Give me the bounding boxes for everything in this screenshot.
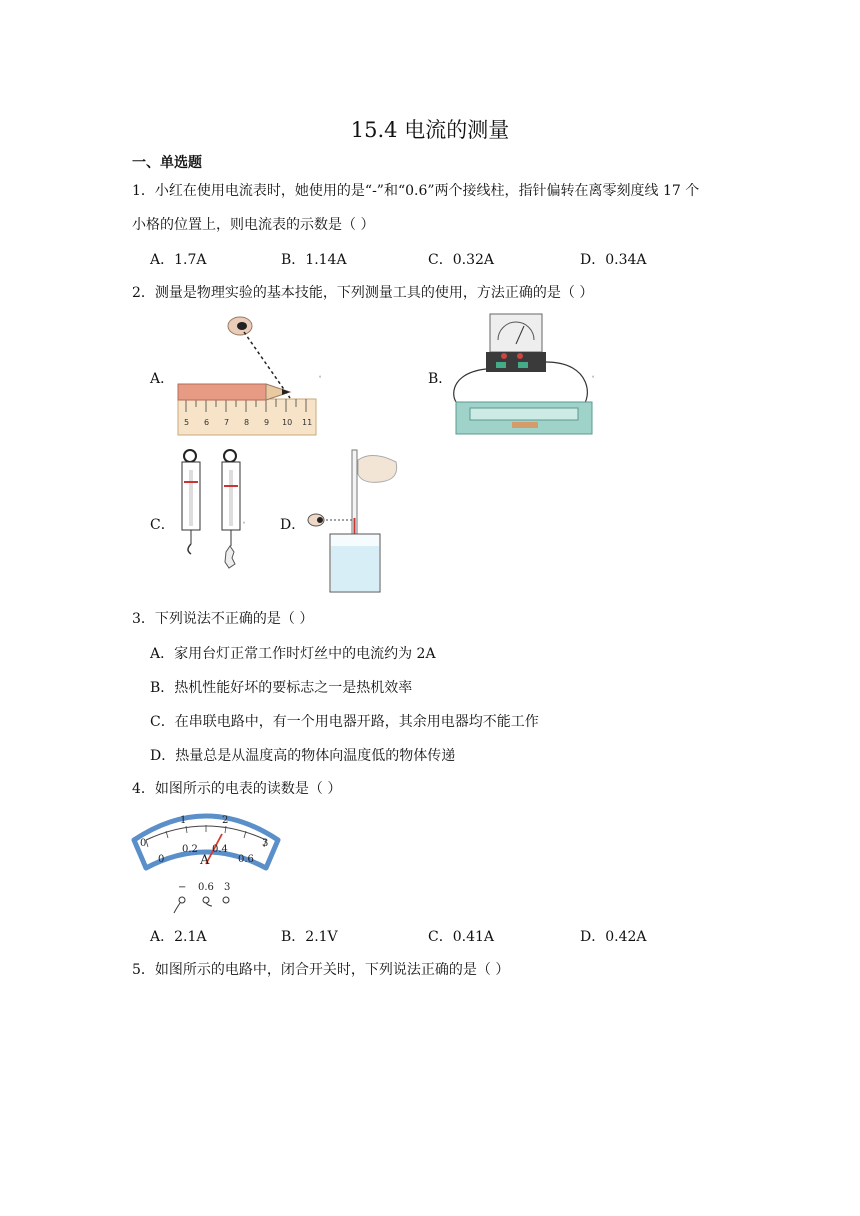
outer-scale-2: 2 bbox=[222, 815, 229, 826]
dot-marker: 。 bbox=[243, 518, 250, 525]
terminal-3: 3 bbox=[224, 882, 231, 893]
question-1-stem-line1: 1．小红在使用电流表时，她使用的是“-”和“0.6”两个接线柱，指针偏转在离零刻度线 17 个 bbox=[132, 183, 700, 199]
question-1-stem-line2: 小格的位置上，则电流表的示数是（ ） bbox=[132, 217, 375, 233]
terminal-0-6: 0.6 bbox=[198, 882, 214, 893]
question-3-option-c: C．在串联电路中，有一个用电器开路，其余用电器均不能工作 bbox=[150, 714, 539, 730]
question-3-option-b: B．热机性能好坏的要标志之一是热机效率 bbox=[150, 680, 413, 696]
dot-marker: 。 bbox=[319, 372, 326, 379]
question-1-option-b: B．1.14A bbox=[281, 252, 347, 268]
question-4-option-c: C．0.41A bbox=[428, 929, 494, 945]
inner-scale-0-2: 0.2 bbox=[182, 844, 198, 855]
outer-scale-3: 3 bbox=[262, 838, 269, 849]
ruler-tick-8: 8 bbox=[244, 418, 250, 427]
inner-scale-0: 0 bbox=[158, 854, 165, 865]
spring-scales-figure bbox=[180, 448, 250, 588]
question-5-stem: 5．如图所示的电路中，闭合开关时，下列说法正确的是（ ） bbox=[132, 962, 510, 978]
page-title: 15.4 电流的测量 bbox=[350, 118, 510, 142]
question-4-option-b: B．2.1V bbox=[281, 929, 338, 945]
question-1-option-c: C．0.32A bbox=[428, 252, 494, 268]
ruler-tick-5: 5 bbox=[184, 418, 190, 427]
unit-label: A bbox=[200, 853, 210, 868]
question-4-option-a: A．2.1A bbox=[150, 929, 207, 945]
ruler-tick-11: 11 bbox=[302, 418, 313, 427]
terminal-minus: − bbox=[178, 882, 187, 893]
inner-scale-0-6: 0.6 bbox=[238, 854, 254, 865]
section-heading: 一、单选题 bbox=[132, 155, 202, 171]
question-2-label-d: D． bbox=[280, 517, 306, 533]
question-1-option-d: D．0.34A bbox=[580, 252, 647, 268]
outer-scale-0: 0 bbox=[140, 838, 147, 849]
question-3-option-d: D．热量总是从温度高的物体向温度低的物体传递 bbox=[150, 748, 456, 764]
ruler-pencil-figure bbox=[178, 312, 326, 438]
question-3-option-a: A．家用台灯正常工作时灯丝中的电流约为 2A bbox=[150, 646, 436, 662]
question-3-stem: 3．下列说法不正确的是（ ） bbox=[132, 611, 314, 627]
ammeter-circuit-figure bbox=[452, 314, 597, 438]
question-2-stem: 2．测量是物理实验的基本技能，下列测量工具的使用，方法正确的是（ ） bbox=[132, 285, 594, 301]
question-4-stem: 4．如图所示的电表的读数是（ ） bbox=[132, 781, 342, 797]
ammeter-dial-figure bbox=[126, 806, 286, 916]
question-4-option-d: D．0.42A bbox=[580, 929, 647, 945]
question-2-label-c: C． bbox=[150, 517, 175, 533]
ruler-tick-7: 7 bbox=[224, 418, 230, 427]
question-2-label-a: A． bbox=[150, 371, 175, 387]
ruler-tick-10: 10 bbox=[282, 418, 293, 427]
thermometer-beaker-figure bbox=[298, 448, 408, 594]
question-2-label-b: B． bbox=[428, 371, 453, 387]
dot-marker: 。 bbox=[592, 372, 599, 379]
outer-scale-1: 1 bbox=[180, 815, 187, 826]
inner-scale-0-4: 0.4 bbox=[212, 844, 228, 855]
question-1-option-a: A．1.7A bbox=[150, 252, 207, 268]
ruler-tick-6: 6 bbox=[204, 418, 210, 427]
ruler-tick-9: 9 bbox=[264, 418, 270, 427]
